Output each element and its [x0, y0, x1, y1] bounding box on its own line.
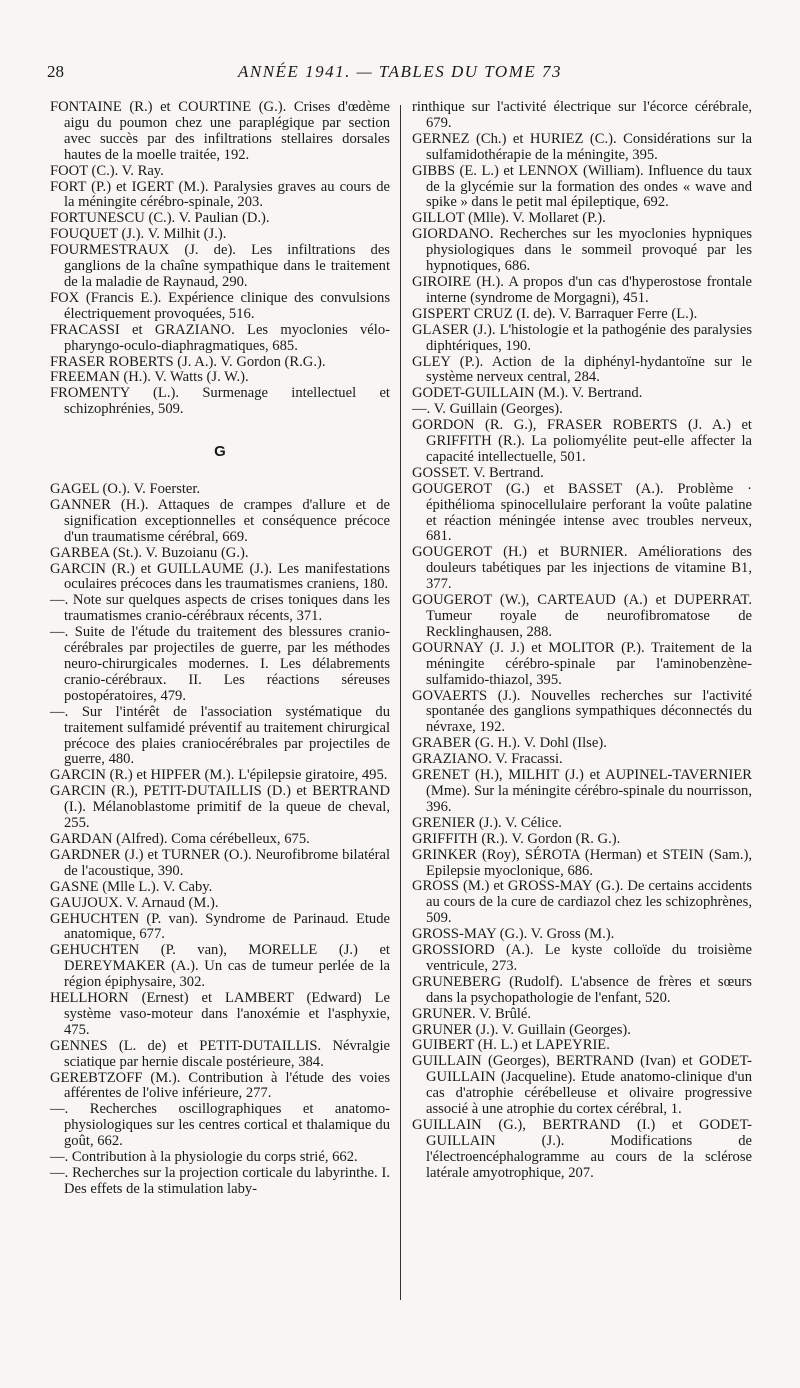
- index-entry: FORTUNESCU (C.). V. Paulian (D.).: [50, 210, 270, 227]
- index-entry: GRENET (H.), MILHIT (J.) et AUPINEL-TAVERNIER (Mme). Sur la méningite cérébro-spinale du nourrisson, 396.: [412, 767, 752, 815]
- index-entry: GEHUCHTEN (P. van). Syndrome de Parinaud. Etude anatomique, 677.: [50, 910, 390, 943]
- index-entry: GARCIN (R.), PETIT-DUTAILLIS (D.) et BERTRAND (I.). Mélanoblastome primitif de la queue de cheval, 255.: [50, 783, 390, 832]
- page-number: 28: [47, 62, 64, 81]
- index-entry: GRABER (G. H.). V. Dohl (Ilse).: [412, 735, 607, 752]
- index-entry: FORT (P.) et IGERT (M.). Paralysies graves au cours de la méningite cérébro-spinale, 203.: [50, 178, 390, 211]
- left-entries-before: [50, 100, 390, 418]
- index-entry: GEREBTZOFF (M.). Contribution à l'étude des voies afférentes de l'olive inférieure, 277.: [50, 1069, 390, 1102]
- index-entry: GERNEZ (Ch.) et HURIEZ (C.). Considérations sur la sulfamidothérapie de la méningite, 395.: [412, 130, 752, 163]
- index-entry: GEHUCHTEN (P. van), MORELLE (J.) et DEREYMAKER (A.). Un cas de tumeur perlée de la région épiphysaire, 302.: [50, 942, 390, 991]
- index-entry: GRENIER (J.). V. Célice.: [412, 814, 562, 831]
- index-entry: —. V. Guillain (Georges).: [412, 401, 563, 418]
- index-entry: GARCIN (R.) et HIPFER (M.). L'épilepsie giratoire, 495.: [50, 767, 388, 784]
- index-entry: GROSS-MAY (G.). V. Gross (M.).: [412, 926, 615, 943]
- index-entry: GARDAN (Alfred). Coma cérébelleux, 675.: [50, 830, 310, 847]
- index-entry: GOUGEROT (W.), CARTEAUD (A.) et DUPERRAT. Tumeur royale de neurofibromatose de Recklinghausen, 288.: [412, 592, 752, 640]
- left-column: [50, 100, 390, 1198]
- section-letter: G: [214, 443, 226, 461]
- index-entry: GIROIRE (H.). A propos d'un cas d'hyperostose frontale interne (syndrome de Morgagni), 451.: [412, 273, 752, 306]
- left-entries-after: [50, 482, 390, 1198]
- index-entry: FOUQUET (J.). V. Milhit (J.).: [50, 226, 227, 243]
- index-entry: GOVAERTS (J.). Nouvelles recherches sur l'activité spontanée des ganglions sympathiques déconnectés du névraxe, 192.: [412, 687, 752, 736]
- index-entry: GASNE (Mlle L.). V. Caby.: [50, 878, 213, 895]
- index-entry: GAGEL (O.). V. Foerster.: [50, 481, 201, 498]
- index-entry: GRINKER (Roy), SÉROTA (Herman) et STEIN (Sam.), Epilepsie myoclonique, 686.: [412, 846, 752, 879]
- index-entry: FOX (Francis E.). Expérience clinique des convulsions électriquement provoquées, 516.: [50, 289, 390, 322]
- index-entry: GARBEA (St.). V. Buzoianu (G.).: [50, 544, 249, 561]
- index-entry: FOOT (C.). V. Ray.: [50, 162, 164, 179]
- index-entry: GRAZIANO. V. Fracassi.: [412, 751, 563, 768]
- index-entry: GISPERT CRUZ (I. de). V. Barraquer Ferre (L.).: [412, 305, 698, 322]
- index-entry: GILLOT (Mlle). V. Mollaret (P.).: [412, 210, 606, 227]
- index-entry: rinthique sur l'activité électrique sur l'écorce cérébrale, 679.: [412, 99, 752, 131]
- index-entry: GIORDANO. Recherches sur les myoclonies hypniques physiologiques dans le sommeil provoqué par les hypnotiques, 686.: [412, 226, 752, 275]
- index-entry: GOUGEROT (G.) et BASSET (A.). Problème · épithélioma spinocellulaire perforant la voûte palatine et réaction méningée intense avec troubles nerveux, 681.: [412, 480, 752, 545]
- index-entry: GANNER (H.). Attaques de crampes d'allure et de signification exceptionnelles et conséquence précoce d'un traumatisme cérébral, 669.: [50, 496, 390, 545]
- index-entry: GUILLAIN (G.), BERTRAND (I.) et GODET-GUILLAIN (J.). Modifications de l'électroencéphalogramme au cours de la sclérose latérale amyotrophique, 207.: [412, 1117, 752, 1181]
- right-entries: [412, 100, 752, 1182]
- index-entry: GOURNAY (J. J.) et MOLITOR (P.). Traitement de la méningite cérébro-spinale par l'aminobenzène-sulfamido-thiazol, 395.: [412, 639, 752, 688]
- index-entry: GARCIN (R.) et GUILLAUME (J.). Les manifestations oculaires précoces dans les traumatismes craniens, 180.: [50, 560, 390, 593]
- index-entry: FONTAINE (R.) et COURTINE (G.). Crises d'œdème aigu du poumon chez une paraplégique par section avec succès par des infiltrations stellaires dorsales hautes de la moelle traitée, 192.: [50, 99, 390, 163]
- index-entry: GARDNER (J.) et TURNER (O.). Neurofibrome bilatéral de l'acoustique, 390.: [50, 846, 390, 879]
- index-entry: GORDON (R. G.), FRASER ROBERTS (J. A.) et GRIFFITH (R.). La poliomyélite peut-elle affecter la capacité intellectuelle, 501.: [412, 417, 752, 465]
- index-entry: FOURMESTRAUX (J. de). Les infiltrations des ganglions de la chaîne sympathique dans le traitement de la maladie de Raynaud, 290.: [50, 242, 390, 290]
- index-entry: —. Contribution à la physiologie du corps strié, 662.: [50, 1149, 358, 1166]
- index-entry: HELLHORN (Ernest) et LAMBERT (Edward) Le système vaso-moteur dans l'anoxémie et l'asphyxie, 475.: [50, 990, 390, 1038]
- index-entry: —. Note sur quelques aspects de crises toniques dans les traumatismes cranio-cérébraux récents, 371.: [50, 592, 390, 625]
- column-divider: [400, 105, 401, 1300]
- running-title: ANNÉE 1941. — TABLES DU TOME 73: [237, 62, 563, 81]
- index-entry: FRACASSI et GRAZIANO. Les myoclonies vélo-pharyngo-oculo-diaphragmatiques, 685.: [50, 321, 390, 354]
- index-entry: GRUNER. V. Brûlé.: [412, 1005, 532, 1022]
- index-entry: FRASER ROBERTS (J. A.). V. Gordon (R.G.).: [50, 353, 326, 370]
- index-entry: GROSSIORD (A.). Le kyste colloïde du troisième ventricule, 273.: [412, 942, 752, 974]
- index-entry: GRUNEBERG (Rudolf). L'absence de frères et sœurs dans la psychopathologie de l'enfant, 520.: [412, 973, 752, 1006]
- index-entry: FROMENTY (L.). Surmenage intellectuel et schizophrénies, 509.: [50, 385, 390, 418]
- index-entry: GOUGEROT (H.) et BURNIER. Améliorations des douleurs tabétiques par les injections de vitamine B1, 377.: [412, 544, 752, 593]
- index-entry: —. Sur l'intérêt de l'association systématique du traitement sulfamidé préventif au traitement chirurgical précoce des plaies craniocérébrales par projectiles de guerre, 480.: [50, 703, 390, 768]
- index-entry: GRUNER (J.). V. Guillain (Georges).: [412, 1021, 631, 1038]
- right-column: [412, 100, 752, 1182]
- index-entry: —. Recherches oscillographiques et anatomo-physiologiques sur les centres cortical et thalamique du goût, 662.: [50, 1101, 390, 1150]
- page-header: [47, 62, 753, 86]
- index-entry: GENNES (L. de) et PETIT-DUTAILLIS. Névralgie sciatique par hernie discale postérieure, 384.: [50, 1037, 390, 1070]
- index-entry: GUILLAIN (Georges), BERTRAND (Ivan) et GODET-GUILLAIN (Jacqueline). Etude anatomo-clinique d'un cas d'atrophie cérébelleuse et olivaire progressive associé à une atrophie du cortex cérébral, 1.: [412, 1053, 752, 1118]
- index-entry: GROSS (M.) et GROSS-MAY (G.). De certains accidents au cours de la cure de cardiazol chez les schizophrènes, 509.: [412, 878, 752, 927]
- index-entry: GRIFFITH (R.). V. Gordon (R. G.).: [412, 830, 621, 847]
- index-entry: GODET-GUILLAIN (M.). V. Bertrand.: [412, 385, 643, 402]
- index-entry: FREEMAN (H.). V. Watts (J. W.).: [50, 369, 249, 386]
- index-entry: GLEY (P.). Action de la diphényl-hydantoïne sur le système nerveux central, 284.: [412, 353, 752, 386]
- index-entry: GOSSET. V. Bertrand.: [412, 464, 544, 481]
- index-entry: GAUJOUX. V. Arnaud (M.).: [50, 894, 219, 911]
- index-entry: GUIBERT (H. L.) et LAPEYRIE.: [412, 1037, 610, 1054]
- index-entry: GLASER (J.). L'histologie et la pathogénie des paralysies diphtériques, 190.: [412, 321, 752, 354]
- index-entry: —. Recherches sur la projection corticale du labyrinthe. I. Des effets de la stimulation laby-: [50, 1165, 390, 1197]
- index-entry: GIBBS (E. L.) et LENNOX (William). Influence du taux de la glycémie sur la formation des ondes « wave and spike » dans le petit mal épileptique, 692.: [412, 162, 752, 211]
- index-entry: —. Suite de l'étude du traitement des blessures cranio-cérébrales par projectiles de guerre, par les méthodes neuro-chirurgicales modernes. I. Les délabrements cranio-cérébraux. II. Les réactions séreuses postopératoires, 479.: [50, 624, 390, 704]
